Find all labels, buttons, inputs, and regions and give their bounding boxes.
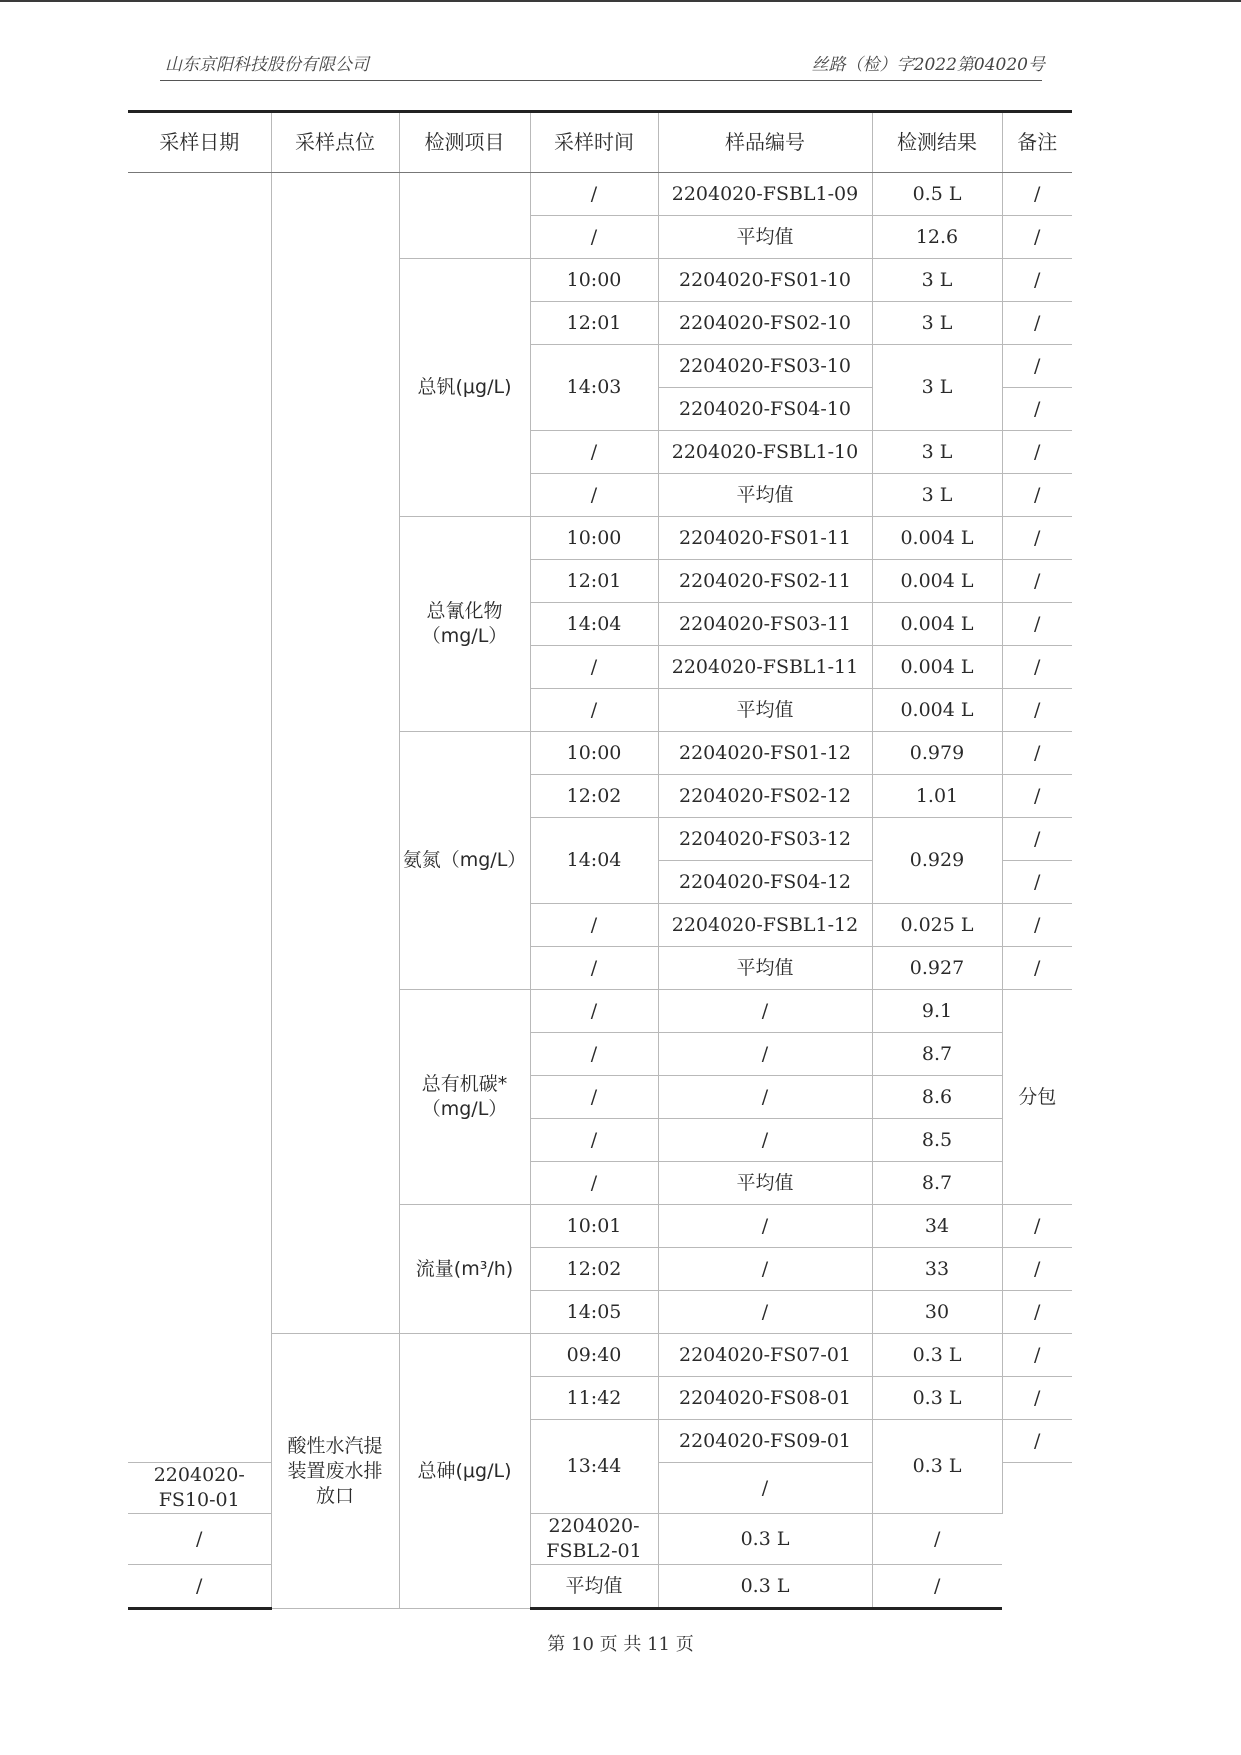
col-header-item: 检测项目 xyxy=(399,112,530,173)
time-cell: / xyxy=(530,904,658,947)
note-cell: / xyxy=(1002,1377,1072,1420)
time-cell: / xyxy=(530,173,658,216)
table-row xyxy=(128,1565,1072,1609)
time-cell: / xyxy=(530,990,658,1033)
sample-id-cell: 平均值 xyxy=(658,689,872,732)
result-cell: 8.7 xyxy=(872,1162,1002,1205)
note-cell: / xyxy=(1002,345,1072,388)
col-header-time: 采样时间 xyxy=(530,112,658,173)
note-cell-subcontract: 分包 xyxy=(1002,990,1072,1205)
note-cell: / xyxy=(1002,603,1072,646)
sampling-location-cell: 酸性水汽提装置废水排放口 xyxy=(271,1334,399,1609)
sample-id-cell: 2204020-FSBL1-11 xyxy=(658,646,872,689)
time-cell: 12:02 xyxy=(530,1248,658,1291)
time-cell: / xyxy=(530,947,658,990)
result-cell: 8.7 xyxy=(872,1033,1002,1076)
table-row xyxy=(128,1514,1072,1565)
note-cell: / xyxy=(1002,1334,1072,1377)
time-cell: / xyxy=(530,216,658,259)
time-cell: / xyxy=(128,1565,271,1609)
sample-id-cell: / xyxy=(658,1033,872,1076)
page-number: 第 10 页 共 11 页 xyxy=(547,1634,694,1655)
result-cell: 0.004 L xyxy=(872,646,1002,689)
result-cell: 0.004 L xyxy=(872,560,1002,603)
result-cell: 3 L xyxy=(872,474,1002,517)
note-cell: / xyxy=(872,1565,1002,1609)
time-cell: 10:00 xyxy=(530,732,658,775)
note-cell: / xyxy=(1002,861,1072,904)
sample-id-cell: 2204020-FS03-10 xyxy=(658,345,872,388)
result-cell: 3 L xyxy=(872,345,1002,431)
sample-id-cell: 平均值 xyxy=(658,216,872,259)
note-cell: / xyxy=(1002,947,1072,990)
result-cell: 0.3 L xyxy=(658,1514,872,1565)
result-cell: 0.5 L xyxy=(872,173,1002,216)
note-cell: / xyxy=(1002,904,1072,947)
time-cell: / xyxy=(530,1119,658,1162)
time-cell: 14:05 xyxy=(530,1291,658,1334)
sample-id-cell: 2204020-FSBL1-10 xyxy=(658,431,872,474)
result-cell: 0.004 L xyxy=(872,603,1002,646)
result-cell: 3 L xyxy=(872,431,1002,474)
time-cell: 14:04 xyxy=(530,603,658,646)
sample-id-cell: 2204020-FS09-01 xyxy=(658,1420,872,1463)
result-cell: 0.929 xyxy=(872,818,1002,904)
note-cell: / xyxy=(1002,560,1072,603)
sample-id-cell: 2204020-FS01-11 xyxy=(658,517,872,560)
sample-id-cell: 2204020-FSBL1-09 xyxy=(658,173,872,216)
report-number: 丝路（检）字2022第04020号 xyxy=(811,55,1045,75)
time-cell: / xyxy=(530,646,658,689)
time-cell: / xyxy=(530,1162,658,1205)
sample-id-cell: 2204020-FS03-11 xyxy=(658,603,872,646)
time-cell: 13:44 xyxy=(530,1420,658,1514)
sample-id-cell: 2204020-FS08-01 xyxy=(658,1377,872,1420)
result-cell: 12.6 xyxy=(872,216,1002,259)
time-cell: / xyxy=(128,1514,271,1565)
result-cell: 0.3 L xyxy=(872,1420,1002,1514)
col-header-note: 备注 xyxy=(1002,112,1072,173)
result-cell: 8.5 xyxy=(872,1119,1002,1162)
result-cell: 33 xyxy=(872,1248,1002,1291)
time-cell: 12:02 xyxy=(530,775,658,818)
note-cell: / xyxy=(1002,1205,1072,1248)
note-cell: / xyxy=(1002,1248,1072,1291)
time-cell: 10:01 xyxy=(530,1205,658,1248)
sample-id-cell: 2204020-FS10-01 xyxy=(128,1463,271,1514)
result-cell: 0.3 L xyxy=(872,1377,1002,1420)
results-table xyxy=(128,110,1072,1610)
sample-id-cell: 平均值 xyxy=(658,474,872,517)
sample-id-cell: / xyxy=(658,1119,872,1162)
time-cell: 14:04 xyxy=(530,818,658,904)
col-header-sample: 样品编号 xyxy=(658,112,872,173)
sample-id-cell: 2204020-FSBL2-01 xyxy=(530,1514,658,1565)
sample-id-cell: / xyxy=(658,1248,872,1291)
note-cell: / xyxy=(1002,259,1072,302)
sample-id-cell: / xyxy=(658,990,872,1033)
result-cell: 0.927 xyxy=(872,947,1002,990)
result-cell: 34 xyxy=(872,1205,1002,1248)
page-top-border xyxy=(0,0,1241,2)
result-cell: 0.004 L xyxy=(872,517,1002,560)
sample-id-cell: / xyxy=(658,1205,872,1248)
table-row xyxy=(128,173,1072,216)
note-cell: / xyxy=(1002,818,1072,861)
table-body xyxy=(128,173,1072,1609)
test-item-cell: 氨氮（mg/L） xyxy=(399,732,530,990)
col-header-location: 采样点位 xyxy=(271,112,399,173)
test-item-cell: 流量(m³/h) xyxy=(399,1205,530,1334)
result-cell: 3 L xyxy=(872,259,1002,302)
time-cell: 14:03 xyxy=(530,345,658,431)
sample-id-cell: 2204020-FS02-12 xyxy=(658,775,872,818)
sample-id-cell: 2204020-FS03-12 xyxy=(658,818,872,861)
note-cell: / xyxy=(1002,1420,1072,1463)
sample-id-cell: / xyxy=(658,1291,872,1334)
test-item-cell: 总钒(μg/L) xyxy=(399,259,530,517)
note-cell: / xyxy=(1002,388,1072,431)
company-name: 山东京阳科技股份有限公司 xyxy=(165,55,369,75)
result-cell: 0.004 L xyxy=(872,689,1002,732)
time-cell: / xyxy=(530,431,658,474)
sample-id-cell: 2204020-FS04-10 xyxy=(658,388,872,431)
time-cell: / xyxy=(530,689,658,732)
sample-id-cell: 2204020-FS01-12 xyxy=(658,732,872,775)
time-cell: 12:01 xyxy=(530,560,658,603)
note-cell: / xyxy=(1002,517,1072,560)
result-cell: 0.979 xyxy=(872,732,1002,775)
sample-id-cell: 2204020-FS07-01 xyxy=(658,1334,872,1377)
header-divider xyxy=(160,80,1042,81)
sample-id-cell: 平均值 xyxy=(658,1162,872,1205)
sample-id-cell: 2204020-FS02-10 xyxy=(658,302,872,345)
result-cell: 3 L xyxy=(872,302,1002,345)
test-item-cell xyxy=(399,173,530,259)
result-cell: 8.6 xyxy=(872,1076,1002,1119)
note-cell: / xyxy=(1002,775,1072,818)
time-cell: 12:01 xyxy=(530,302,658,345)
result-cell: 0.3 L xyxy=(872,1334,1002,1377)
test-item-cell: 总有机碳*（mg/L） xyxy=(399,990,530,1205)
sample-id-cell: 2204020-FSBL1-12 xyxy=(658,904,872,947)
sample-id-cell: 平均值 xyxy=(658,947,872,990)
result-cell: 0.3 L xyxy=(658,1565,872,1609)
note-cell: / xyxy=(872,1514,1002,1565)
sample-id-cell: 2204020-FS01-10 xyxy=(658,259,872,302)
note-cell: / xyxy=(1002,302,1072,345)
time-cell: 11:42 xyxy=(530,1377,658,1420)
sample-id-cell: 2204020-FS04-12 xyxy=(658,861,872,904)
result-cell: 9.1 xyxy=(872,990,1002,1033)
test-item-cell: 总氰化物（mg/L） xyxy=(399,517,530,732)
table-header xyxy=(128,112,1072,173)
sample-id-cell: / xyxy=(658,1076,872,1119)
result-cell: 1.01 xyxy=(872,775,1002,818)
note-cell: / xyxy=(1002,474,1072,517)
test-item-cell: 总砷(μg/L) xyxy=(399,1334,530,1609)
time-cell: 09:40 xyxy=(530,1334,658,1377)
note-cell: / xyxy=(1002,646,1072,689)
sample-id-cell: 2204020-FS02-11 xyxy=(658,560,872,603)
time-cell: / xyxy=(530,1076,658,1119)
col-header-result: 检测结果 xyxy=(872,112,1002,173)
time-cell: / xyxy=(530,1033,658,1076)
time-cell: 10:00 xyxy=(530,259,658,302)
note-cell: / xyxy=(1002,689,1072,732)
sampling-date-cell xyxy=(128,173,271,1463)
note-cell: / xyxy=(1002,173,1072,216)
note-cell: / xyxy=(1002,732,1072,775)
time-cell: / xyxy=(530,474,658,517)
time-cell: 10:00 xyxy=(530,517,658,560)
note-cell: / xyxy=(658,1463,872,1514)
result-cell: 0.025 L xyxy=(872,904,1002,947)
col-header-date: 采样日期 xyxy=(128,112,271,173)
results-table-container xyxy=(128,110,1072,1610)
note-cell: / xyxy=(1002,1291,1072,1334)
note-cell: / xyxy=(1002,216,1072,259)
result-cell: 30 xyxy=(872,1291,1002,1334)
note-cell: / xyxy=(1002,431,1072,474)
sample-id-cell: 平均值 xyxy=(530,1565,658,1609)
sampling-location-cell xyxy=(271,173,399,1334)
